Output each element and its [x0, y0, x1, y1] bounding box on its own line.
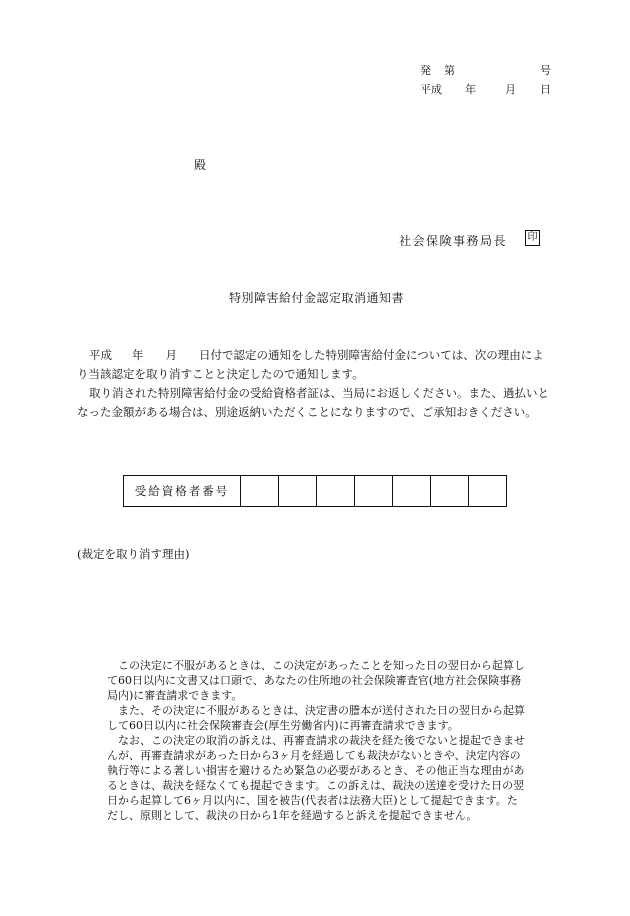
doc-number-prefix-hatsu: 発	[420, 64, 431, 77]
document-title: 特別障害給付金認定取消通知書	[229, 291, 405, 305]
body-paragraph-2: 取り消された特別障害給付金の受給資格者証は、当局にお返しください。また、過払いとなった金額がある場合は、別途返納いただくことになりますので、ご承知おきください。	[77, 386, 549, 419]
appeal-notice	[107, 658, 525, 823]
date-year-label: 年	[465, 83, 476, 96]
para1-era: 平成	[89, 348, 112, 362]
para1-year-label: 年	[132, 348, 144, 362]
recipient-number-digit-cell[interactable]	[279, 476, 317, 507]
recipient-number-label: 受給資格者番号	[124, 476, 241, 507]
appeal-notice-paragraph-2: また、その決定に不服があるときは、決定書の謄本が送付された日の翌日から起算して60日以内に社会保険審査会(厚生労働省内)に再審査請求できます。	[107, 704, 525, 732]
recipient-number-row	[124, 476, 507, 507]
recipient-number-table	[123, 475, 507, 507]
reason-heading: (裁定を取り消す理由)	[77, 547, 190, 561]
appeal-notice-paragraph-3: なお、この決定の取消の訴えは、再審査請求の裁決を経た後でないと提起できませんが、再審査請求があった日から3ヶ月を経過しても裁決がないときや、決定内容の執行等による著しい損害を避けるため緊急の必要があるとき、その他正当な理由があるときは、裁決を経なくても提起できます。この訴えは、裁決の送達を受けた日の翌日から起算して6ヶ月以内に、国を被告(代表者は法務大臣)として提起できます。ただし、原則として、裁決の日から1年を経過すると訴えを提起できません。	[107, 734, 525, 822]
para1-text: 日付で認定の通知をした特別障害給付金については、次の理由により当該認定を取り消すことと決定したので通知します。	[77, 348, 544, 381]
doc-number-suffix: 号	[540, 64, 551, 77]
addressee-honorific: 殿	[194, 158, 207, 172]
recipient-number-digit-cell[interactable]	[393, 476, 431, 507]
para1-month-label: 月	[165, 348, 177, 362]
seal-stamp: 印	[525, 230, 540, 246]
recipient-number-digit-cell[interactable]	[317, 476, 355, 507]
appeal-notice-paragraph-1: この決定に不服があるときは、この決定があったことを知った日の翌日から起算して60日以内に文書又は口頭で、あなたの住所地の社会保険審査官(地方社会保険事務局内)に審査請求できます。	[107, 659, 525, 702]
issuer-title: 社会保険事務局長	[399, 234, 508, 248]
date-day-label: 日	[540, 83, 551, 96]
recipient-number-digit-cell[interactable]	[355, 476, 393, 507]
recipient-number-digit-cell[interactable]	[241, 476, 279, 507]
body-paragraph-1	[77, 346, 555, 384]
date-era: 平成	[420, 83, 442, 96]
recipient-number-digit-cell[interactable]	[431, 476, 469, 507]
recipient-number-digit-cell[interactable]	[469, 476, 507, 507]
doc-number-prefix-dai: 第	[444, 64, 455, 77]
date-month-label: 月	[505, 83, 516, 96]
